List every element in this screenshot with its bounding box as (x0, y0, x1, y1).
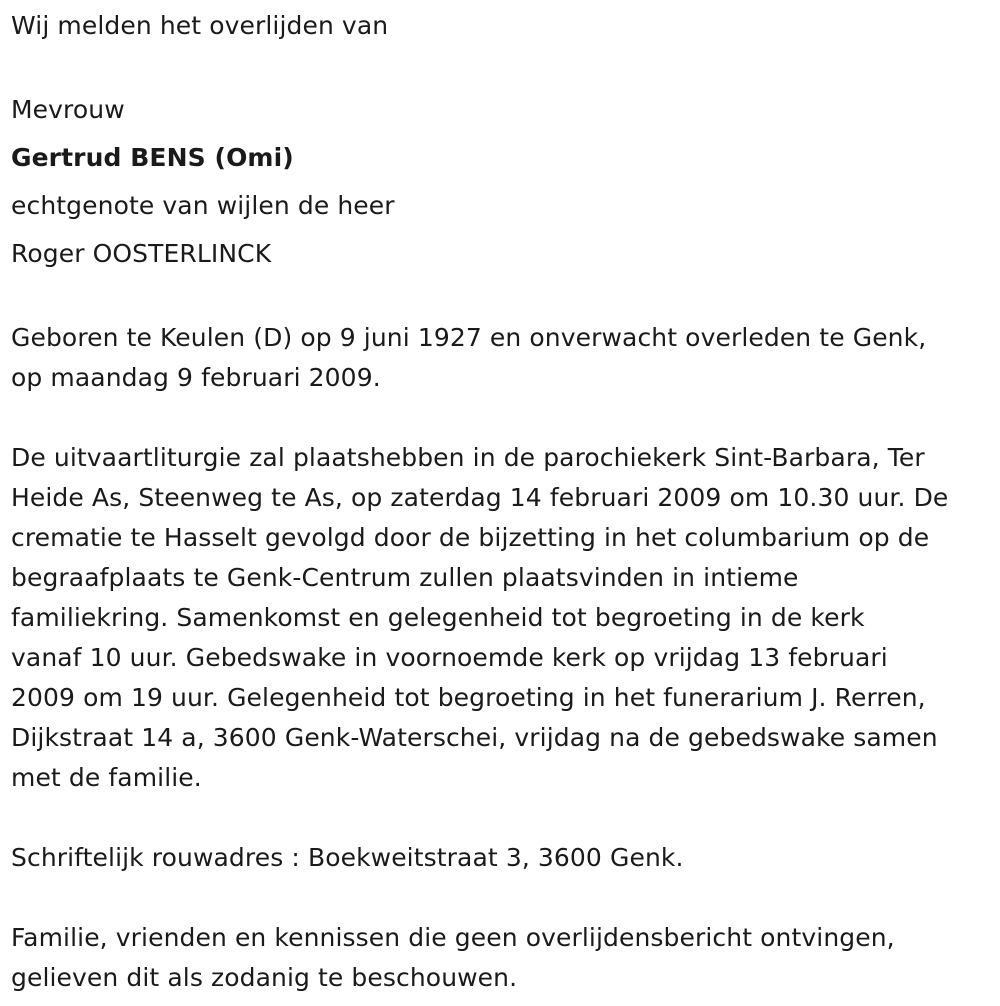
spacer (11, 878, 996, 918)
paragraph-line: Geboren te Keulen (D) op 9 juni 1927 en onverwacht overleden te Genk, (11, 323, 927, 352)
paragraph-line: begraafplaats te Genk-Centrum zullen plaatsvinden in intieme (11, 563, 799, 592)
paragraph-line: De uitvaartliturgie zal plaatshebben in de parochiekerk Sint-Barbara, Ter (11, 443, 925, 472)
spacer (11, 46, 996, 86)
spacer (11, 278, 996, 318)
deceased-name: Gertrud BENS (Omi) (11, 143, 294, 172)
funeral-paragraph (11, 438, 996, 798)
spouse-name: Roger OOSTERLINCK (11, 239, 272, 268)
paragraph-line: 2009 om 19 uur. Gelegenheid tot begroeting in het funerarium J. Rerren, (11, 683, 926, 712)
spacer (11, 398, 996, 438)
paragraph-line: vanaf 10 uur. Gebedswake in voornoemde kerk op vrijdag 13 februari (11, 643, 888, 672)
birth-death-paragraph (11, 318, 996, 398)
spacer (11, 798, 996, 838)
paragraph-line: crematie te Hasselt gevolgd door de bijzetting in het columbarium op de (11, 523, 930, 552)
relation-text: echtgenote van wijlen de heer (11, 191, 395, 220)
intro-text: Wij melden het overlijden van (11, 11, 389, 40)
mourning-address: Schriftelijk rouwadres : Boekweitstraat 3, 3600 Genk. (11, 843, 684, 872)
paragraph-line: gelieven dit als zodanig te beschouwen. (11, 963, 518, 992)
paragraph-line: Dijkstraat 14 a, 3600 Genk-Waterschei, vrijdag na de gebedswake samen (11, 723, 938, 752)
paragraph-line: Familie, vrienden en kennissen die geen overlijdensbericht ontvingen, (11, 923, 895, 952)
paragraph-line: familiekring. Samenkomst en gelegenheid tot begroeting in de kerk (11, 603, 865, 632)
salutation: Mevrouw (11, 95, 125, 124)
closing-paragraph (11, 918, 996, 998)
paragraph-line: met de familie. (11, 763, 202, 792)
paragraph-line: op maandag 9 februari 2009. (11, 363, 381, 392)
obituary-notice (11, 6, 996, 998)
paragraph-line: Heide As, Steenweg te As, op zaterdag 14 februari 2009 om 10.30 uur. De (11, 483, 949, 512)
